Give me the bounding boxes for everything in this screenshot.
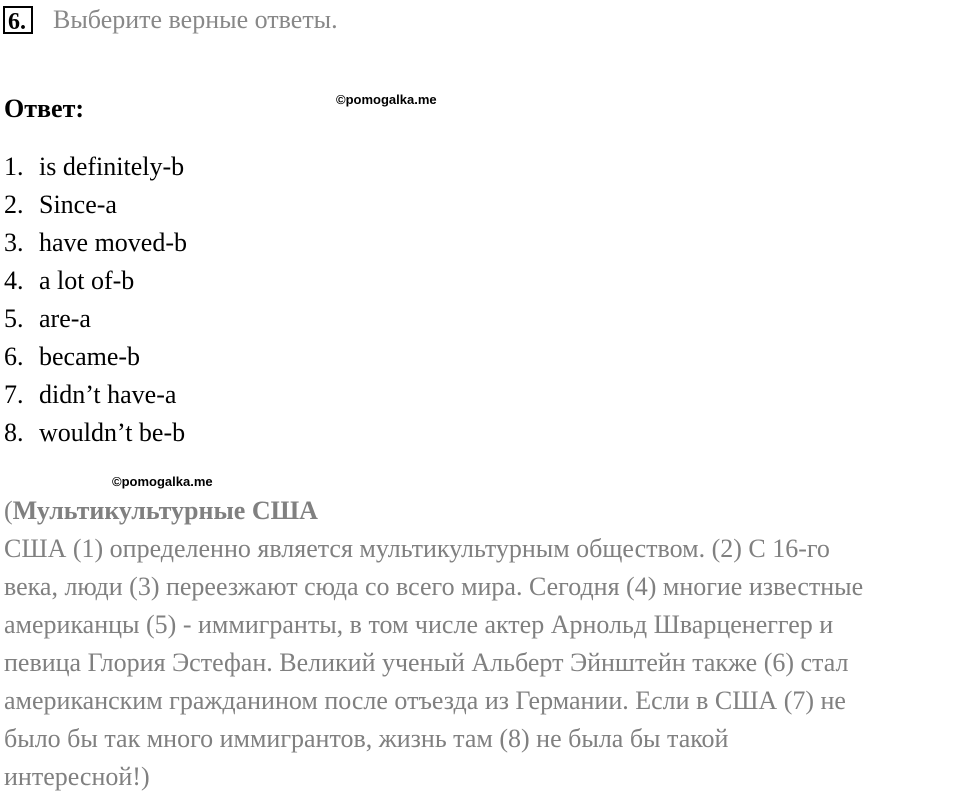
answer-text: didn’t have-a	[39, 380, 177, 409]
answer-number: 2.	[4, 190, 24, 219]
translation-line: было бы так много иммигрантов, жизнь там (8) не была бы такой	[4, 724, 729, 753]
answer-item	[4, 262, 187, 300]
answer-item	[4, 376, 187, 414]
answer-item	[4, 148, 187, 186]
translation-line: США (1) определенно является мультикультурным обществом. (2) С 16-го	[4, 534, 830, 563]
translation-line: американским гражданином после отъезда из Германии. Если в США (7) не	[4, 686, 846, 715]
answer-number: 7.	[4, 380, 24, 409]
task-prompt: Выберите верные ответы.	[53, 5, 338, 34]
answer-number: 3.	[4, 228, 24, 257]
answer-item	[4, 300, 187, 338]
answer-number: 1.	[4, 152, 24, 181]
translation-block	[4, 492, 959, 796]
translation-line: американцы (5) - иммигранты, в том числе актер Арнольд Шварценеггер и	[4, 610, 834, 639]
answer-item	[4, 414, 187, 452]
answer-number: 6.	[4, 342, 24, 371]
translation-title: Мультикультурные США	[12, 496, 318, 525]
task-number: 6.	[3, 6, 33, 34]
answer-text: a lot of-b	[39, 266, 135, 295]
watermark: ©pomogalka.me	[336, 92, 437, 107]
translation-line: певица Глория Эстефан. Великий ученый Альберт Эйнштейн также (6) стал	[4, 648, 849, 677]
watermark: ©pomogalka.me	[112, 474, 213, 489]
answer-item	[4, 224, 187, 262]
answer-text: became-b	[39, 342, 141, 371]
answer-item	[4, 186, 187, 224]
answer-item	[4, 338, 187, 376]
task-header	[3, 4, 338, 36]
answer-text: have moved-b	[39, 228, 188, 257]
translation-line: интересной!)	[4, 762, 150, 791]
answer-text: is definitely-b	[39, 152, 185, 181]
answer-text: Since-a	[39, 190, 117, 219]
answer-number: 5.	[4, 304, 24, 333]
answer-list	[4, 148, 187, 452]
translation-line: века, люди (3) переезжают сюда со всего мира. Сегодня (4) многие известные	[4, 572, 864, 601]
answer-text: wouldn’t be-b	[39, 418, 186, 447]
translation-title-line	[4, 492, 959, 530]
open-paren: (	[4, 496, 13, 525]
answer-number: 8.	[4, 418, 24, 447]
answer-text: are-a	[39, 304, 91, 333]
answer-heading: Ответ:	[4, 94, 85, 123]
answer-number: 4.	[4, 266, 24, 295]
